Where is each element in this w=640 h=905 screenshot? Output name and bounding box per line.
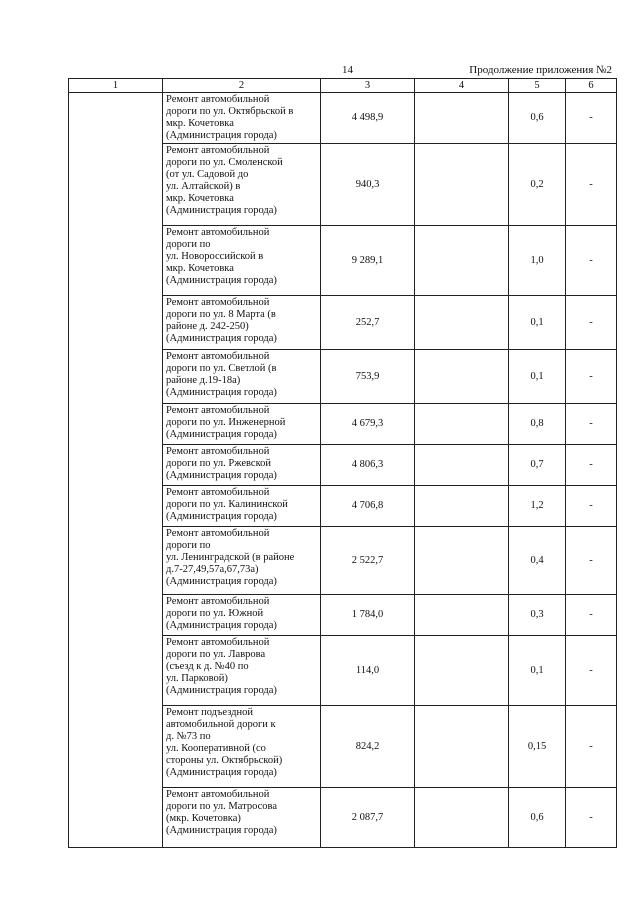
column-6-cell: -: [566, 788, 617, 848]
amount-cell: 4 706,8: [321, 486, 415, 527]
column-4-cell: [415, 486, 509, 527]
amount-cell: 114,0: [321, 636, 415, 706]
work-description-cell: Ремонт автомобильной дороги по ул. Октябрьской в мкр. Кочетовка (Администрация города): [163, 93, 321, 144]
work-description-cell: Ремонт автомобильной дороги по ул. Лаврова (съезд к д. №40 по ул. Парковой) (Администрация города): [163, 636, 321, 706]
amount-cell: 4 679,3: [321, 404, 415, 445]
column-6-cell: -: [566, 350, 617, 404]
column-header-6: 6: [566, 79, 617, 93]
column-6-cell: -: [566, 404, 617, 445]
length-cell: 1,0: [509, 226, 566, 296]
column-4-cell: [415, 93, 509, 144]
column-1-cell: [69, 93, 163, 848]
work-description-cell: Ремонт автомобильной дороги по ул. 8 Марта (в районе д. 242-250) (Администрация города): [163, 296, 321, 350]
column-header-3: 3: [321, 79, 415, 93]
length-cell: 0,15: [509, 706, 566, 788]
work-description-cell: Ремонт подъездной автомобильной дороги к д. №73 по ул. Кооперативной (со стороны ул. Октябрьской) (Администрация города): [163, 706, 321, 788]
length-cell: 0,1: [509, 350, 566, 404]
column-header-2: 2: [163, 79, 321, 93]
work-description-cell: Ремонт автомобильной дороги по ул. Новороссийской в мкр. Кочетовка (Администрация города): [163, 226, 321, 296]
column-6-cell: -: [566, 636, 617, 706]
column-6-cell: -: [566, 93, 617, 144]
column-header-1: 1: [69, 79, 163, 93]
column-header-row: [69, 79, 617, 93]
continuation-caption: Продолжение приложения №2: [469, 64, 612, 76]
column-6-cell: -: [566, 527, 617, 595]
column-6-cell: -: [566, 595, 617, 636]
column-6-cell: -: [566, 296, 617, 350]
amount-cell: 940,3: [321, 144, 415, 226]
column-4-cell: [415, 296, 509, 350]
amount-cell: 4 498,9: [321, 93, 415, 144]
work-description-cell: Ремонт автомобильной дороги по ул. Матросова (мкр. Кочетовка) (Администрация города): [163, 788, 321, 848]
length-cell: 0,6: [509, 788, 566, 848]
column-4-cell: [415, 144, 509, 226]
length-cell: 0,6: [509, 93, 566, 144]
column-4-cell: [415, 788, 509, 848]
work-description-cell: Ремонт автомобильной дороги по ул. Ржевской (Администрация города): [163, 445, 321, 486]
length-cell: 0,4: [509, 527, 566, 595]
work-description-cell: Ремонт автомобильной дороги по ул. Южной (Администрация города): [163, 595, 321, 636]
amount-cell: 824,2: [321, 706, 415, 788]
column-4-cell: [415, 350, 509, 404]
work-description-cell: Ремонт автомобильной дороги по ул. Калининской (Администрация города): [163, 486, 321, 527]
column-header-4: 4: [415, 79, 509, 93]
column-6-cell: -: [566, 706, 617, 788]
appendix-table: [68, 78, 617, 848]
amount-cell: 1 784,0: [321, 595, 415, 636]
page-number: 14: [342, 64, 353, 76]
column-6-cell: -: [566, 486, 617, 527]
column-6-cell: -: [566, 144, 617, 226]
column-4-cell: [415, 706, 509, 788]
amount-cell: 2 522,7: [321, 527, 415, 595]
work-description-cell: Ремонт автомобильной дороги по ул. Ленинградской (в районе д.7-27,49,57а,67,73а) (Администрация города): [163, 527, 321, 595]
column-header-5: 5: [509, 79, 566, 93]
column-4-cell: [415, 226, 509, 296]
length-cell: 1,2: [509, 486, 566, 527]
length-cell: 0,1: [509, 636, 566, 706]
length-cell: 0,7: [509, 445, 566, 486]
amount-cell: 2 087,7: [321, 788, 415, 848]
length-cell: 0,2: [509, 144, 566, 226]
work-description-cell: Ремонт автомобильной дороги по ул. Инженерной (Администрация города): [163, 404, 321, 445]
column-6-cell: -: [566, 226, 617, 296]
table-row: [69, 93, 617, 144]
column-4-cell: [415, 595, 509, 636]
amount-cell: 4 806,3: [321, 445, 415, 486]
work-description-cell: Ремонт автомобильной дороги по ул. Смоленской (от ул. Садовой до ул. Алтайской) в мкр. Кочетовка (Администрация города): [163, 144, 321, 226]
length-cell: 0,8: [509, 404, 566, 445]
column-4-cell: [415, 527, 509, 595]
column-6-cell: -: [566, 445, 617, 486]
length-cell: 0,1: [509, 296, 566, 350]
length-cell: 0,3: [509, 595, 566, 636]
amount-cell: 252,7: [321, 296, 415, 350]
column-4-cell: [415, 404, 509, 445]
work-description-cell: Ремонт автомобильной дороги по ул. Светлой (в районе д.19-18а) (Администрация города): [163, 350, 321, 404]
amount-cell: 9 289,1: [321, 226, 415, 296]
column-4-cell: [415, 636, 509, 706]
amount-cell: 753,9: [321, 350, 415, 404]
column-4-cell: [415, 445, 509, 486]
